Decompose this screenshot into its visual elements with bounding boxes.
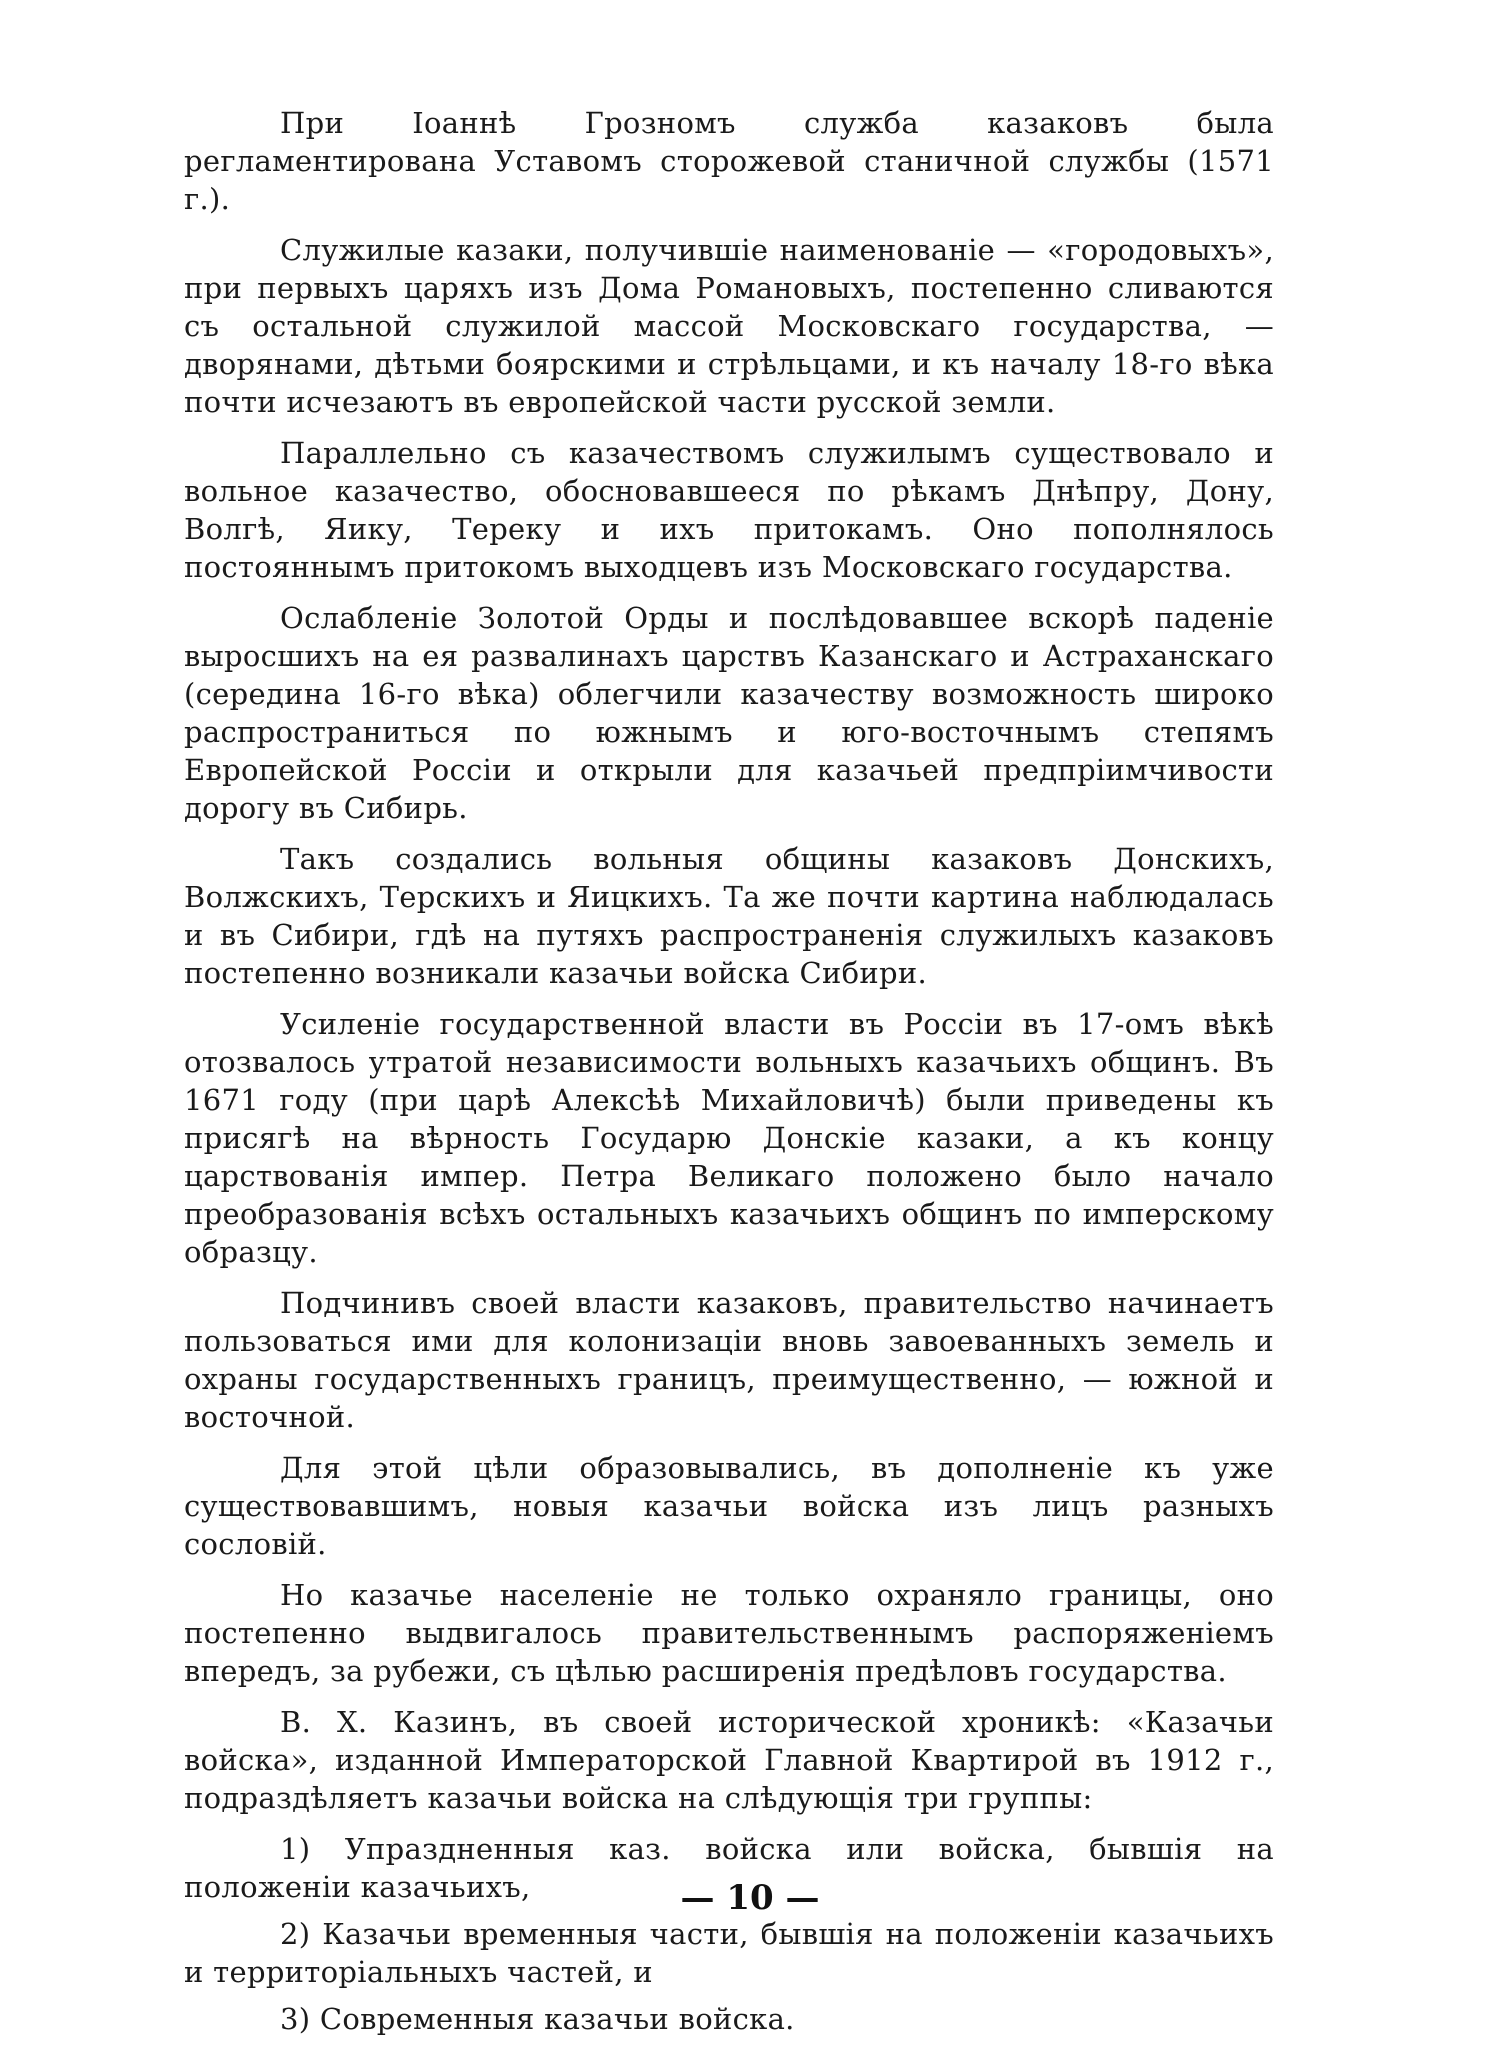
paragraph: Для этой цѣли образовывались, въ дополненіе къ уже существовавшимъ, новыя казачьи войска изъ лицъ разныхъ сословій.	[184, 1451, 1274, 1561]
paragraph: Такъ создались вольныя общины казаковъ Донскихъ, Волжскихъ, Терскихъ и Яицкихъ. Та же почти картина наблюдалась и въ Сибири, гдѣ на путяхъ распространенія служилыхъ казаковъ постепенно возникали казачьи войска Сибири.	[184, 842, 1274, 990]
paragraph: Служилые казаки, получившіе наименованіе — «городовыхъ», при первыхъ царяхъ изъ Дома Романовыхъ, постепенно сливаются съ остальной служилой массой Московскаго государства, — дворянами, дѣтьми боярскими и стрѣльцами, и къ началу 18-го вѣка почти исчезаютъ въ европейской части русской земли.	[184, 233, 1274, 419]
paragraph: В. Х. Казинъ, въ своей исторической хроникѣ: «Казачьи войска», изданной Императорской Главной Квартирой въ 1912 г., подраздѣляетъ казачьи войска на слѣдующія три группы:	[184, 1705, 1274, 1815]
paragraph: Ослабленіе Золотой Орды и послѣдовавшее вскорѣ паденіе выросшихъ на ея развалинахъ царствъ Казанскаго и Астраханскаго (середина 16-го вѣка) облегчили казачеству возможность широко распространиться по южнымъ и юго-восточнымъ степямъ Европейской Россіи и открыли для казачьей предпріимчивости дорогу въ Сибирь.	[184, 601, 1274, 825]
list-item: 3) Современныя казачьи войска.	[280, 2002, 795, 2036]
list-item: 1) Упраздненныя каз. войска или войска, бывшія на положеніи казачьихъ,	[184, 1832, 1274, 1904]
page-number: — 10 —	[680, 1878, 820, 1918]
paragraph: Усиленіе государственной власти въ Россіи въ 17-омъ вѣкѣ отозвалось утратой независимости вольныхъ казачьихъ общинъ. Въ 1671 году (при царѣ Алексѣѣ Михайловичѣ) были приведены къ присягѣ на вѣрность Государю Донскіе казаки, а къ концу царствованія импер. Петра Великаго положено было начало преобразованія всѣхъ остальныхъ казачьихъ общинъ по имперскому образцу.	[184, 1007, 1274, 1269]
paragraph: Параллельно съ казачествомъ служилымъ существовало и вольное казачество, обосновавшееся по рѣкамъ Днѣпру, Дону, Волгѣ, Яику, Тереку и ихъ притокамъ. Оно пополнялось постояннымъ притокомъ выходцевъ изъ Московскаго государства.	[184, 436, 1274, 584]
paragraph: Подчинивъ своей власти казаковъ, правительство начинаетъ пользоваться ими для колонизаціи вновь завоеванныхъ земель и охраны государственныхъ границъ, преимущественно, — южной и восточной.	[184, 1286, 1274, 1434]
paragraph: Но казачье населеніе не только охраняло границы, оно постепенно выдвигалось правительственнымъ распоряженіемъ впередъ, за рубежи, съ цѣлью расширенія предѣловъ государства.	[184, 1578, 1274, 1688]
paragraph: При Іоаннѣ Грозномъ служба казаковъ была регламентирована Уставомъ сторожевой станичной службы (1571 г.).	[184, 106, 1274, 216]
list-item: 2) Казачьи временныя части, бывшія на положеніи казачьихъ и территоріальныхъ частей, и	[184, 1917, 1274, 1989]
document-body	[184, 104, 1274, 2047]
